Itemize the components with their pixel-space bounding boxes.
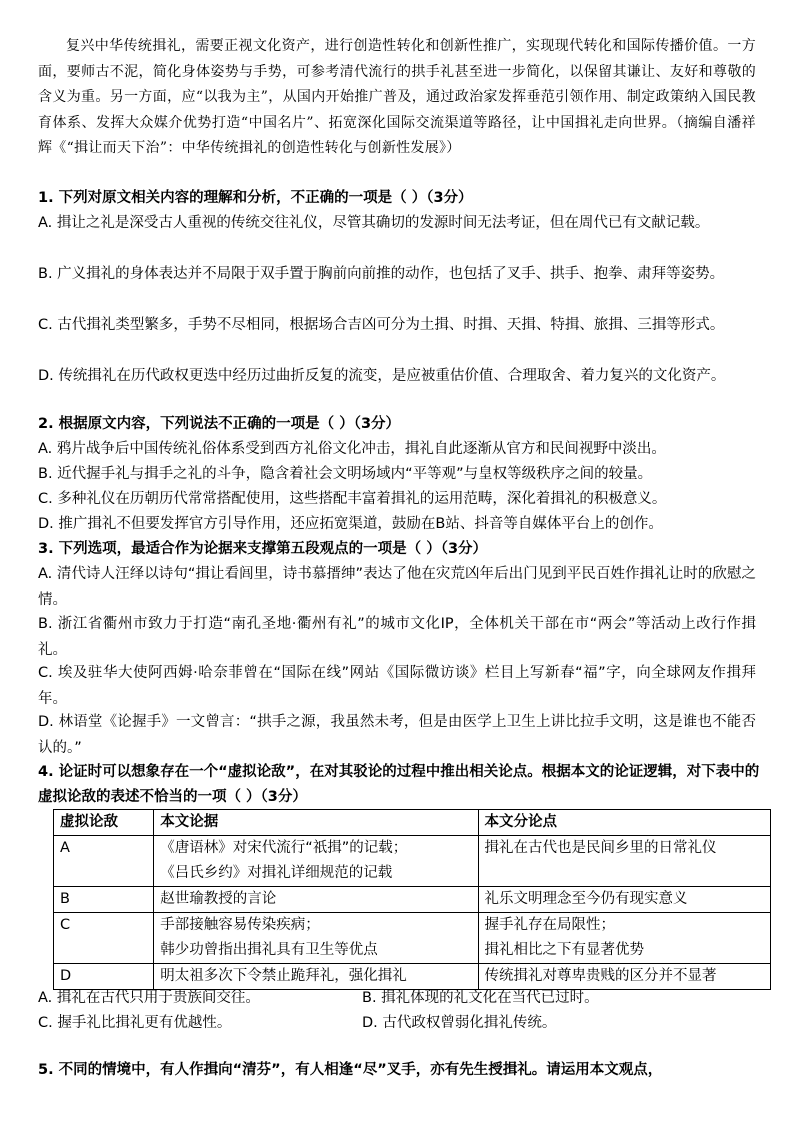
question-2-option-c: C. 多种礼仪在历朝历代常常搭配使用，这些搭配丰富着揖礼的运用范畴，深化着揖礼的积极意义。 xyxy=(38,491,667,507)
row-point xyxy=(478,836,771,887)
evidence-line: 手部接触容易传染疾病； xyxy=(160,917,320,933)
question-2-option-a: A. 鸦片战争后中国传统礼俗体系受到西方礼俗文化冲击，揖礼自此逐渐从官方和民间视野中淡出。 xyxy=(38,441,666,457)
question-3-option-a: A. 清代诗人汪绎以诗句“揖让看闾里，诗书慕搢绅”表达了他在灾荒凶年后出门见到平民百姓作揖礼让时的欣慰之情。 xyxy=(38,566,756,608)
table-row xyxy=(54,887,771,913)
row-key: C xyxy=(54,913,154,964)
point-line: 揖礼相比之下有显著优势 xyxy=(484,942,644,958)
question-1-stem: 1. 下列对原文相关内容的理解和分析，不正确的一项是（ ）（3分） xyxy=(38,190,473,206)
point-line: 握手礼存在局限性； xyxy=(484,917,615,933)
point-line: 礼乐文明理念至今仍有现实意义 xyxy=(484,891,688,907)
row-evidence xyxy=(154,913,478,964)
table-header-cell: 本文论据 xyxy=(154,810,478,836)
row-evidence xyxy=(154,836,478,887)
question-4-option-b: B. 揖礼体现的礼文化在当代已过时。 xyxy=(362,990,599,1006)
question-1-option-b: B. 广义揖礼的身体表达并不局限于双手置于胸前向前推的动作，也包括了叉手、拱手、抱拳、肃拜等姿势。 xyxy=(38,266,725,282)
row-key: D xyxy=(54,964,154,990)
table-header-cell: 虚拟论敌 xyxy=(54,810,154,836)
evidence-line: 赵世瑜教授的言论 xyxy=(160,891,277,907)
question-4-option-c: C. 握手礼比揖礼更有优越性。 xyxy=(38,1015,232,1031)
row-key: A xyxy=(54,836,154,887)
question-3-stem: 3. 下列选项，最适合作为论据来支撑第五段观点的一项是（ ）（3分） xyxy=(38,541,488,557)
row-point xyxy=(478,913,771,964)
row-evidence xyxy=(154,887,478,913)
argument-table xyxy=(53,809,771,990)
table-header-cell: 本文分论点 xyxy=(478,810,771,836)
table-row xyxy=(54,836,771,887)
question-3-option-d: D. 林语堂《论握手》一文曾言：“拱手之源，我虽然未考，但是由医学上卫生上讲比拉手文明，这是谁也不能否认的。” xyxy=(38,714,756,756)
question-4-stem: 4. 论证时可以想象存在一个“虚拟论敌”，在对其驳论的过程中推出相关论点。根据本文的论证逻辑，对下表中的虚拟论敌的表述不恰当的一项（ ）（3分） xyxy=(38,764,760,805)
question-1-option-a: A. 揖让之礼是深受古人重视的传统交往礼仪，尽管其确切的发源时间无法考证，但在周代已有文献记载。 xyxy=(38,215,710,231)
point-line: 传统揖礼对尊卑贵贱的区分并不显著 xyxy=(484,968,717,984)
row-point xyxy=(478,887,771,913)
question-2-option-d: D. 推广揖礼不但要发挥官方引导作用，还应拓宽渠道，鼓励在B站、抖音等自媒体平台上的创作。 xyxy=(38,516,663,532)
question-4-option-a: A. 揖礼在古代只用于贵族间交往。 xyxy=(38,990,260,1006)
question-2-option-b: B. 近代握手礼与揖手之礼的斗争，隐含着社会文明场域内“平等观”与皇权等级秩序之间的较量。 xyxy=(38,466,653,482)
question-5-stem: 5. 不同的情境中，有人作揖向“清芬”，有人相逢“尽”叉手，亦有先生授揖礼。请运用本文观点， xyxy=(38,1062,663,1078)
passage-paragraph: 复兴中华传统揖礼，需要正视文化资产，进行创造性转化和创新性推广，实现现代转化和国际传播价值。一方面，要师古不泥，简化身体姿势与手势，可参考清代流行的拱手礼甚至进一步简化，以保留其谦让、友好和尊敬的含义为重。另一方面，应“以我为主”，从国内开始推广普及，通过政治家发挥垂范引领作用、制定政策纳入国民教育体系、发挥大众媒介优势打造“中国名片”、拓宽深化国际交流渠道等路径，让中国揖礼走向世界。（摘编自潘祥辉《“揖让而天下治”：中华传统揖礼的创造性转化与创新性发展》） xyxy=(38,38,756,156)
evidence-line: 《吕氏乡约》对揖礼详细规范的记载 xyxy=(160,865,393,881)
question-3-option-b: B. 浙江省衢州市致力于打造“南孔圣地·衢州有礼”的城市文化IP，全体机关干部在市“两会”等活动上改行作揖礼。 xyxy=(38,616,756,658)
table-header-row xyxy=(54,810,771,836)
evidence-line: 《唐语林》对宋代流行“祇揖”的记载； xyxy=(160,840,408,856)
table-row xyxy=(54,913,771,964)
question-2-stem: 2. 根据原文内容，下列说法不正确的一项是（ ）（3分） xyxy=(38,416,401,432)
question-1-option-c: C. 古代揖礼类型繁多，手势不尽相同，根据场合吉凶可分为土揖、时揖、天揖、特揖、旅揖、三揖等形式。 xyxy=(38,317,725,333)
question-1-option-d: D. 传统揖礼在历代政权更迭中经历过曲折反复的流变，是应被重估价值、合理取舍、着力复兴的文化资产。 xyxy=(38,368,726,384)
evidence-line: 明太祖多次下令禁止跪拜礼，强化揖礼 xyxy=(160,968,407,984)
point-line: 揖礼在古代也是民间乡里的日常礼仪 xyxy=(484,840,717,856)
question-3-option-c: C. 埃及驻华大使阿西姆·哈奈菲曾在“国际在线”网站《国际微访谈》栏目上写新春“福”字，向全球网友作揖拜年。 xyxy=(38,665,756,707)
question-4-option-d: D. 古代政权曾弱化揖礼传统。 xyxy=(362,1015,557,1031)
row-key: B xyxy=(54,887,154,913)
evidence-line: 韩少功曾指出揖礼具有卫生等优点 xyxy=(160,942,378,958)
